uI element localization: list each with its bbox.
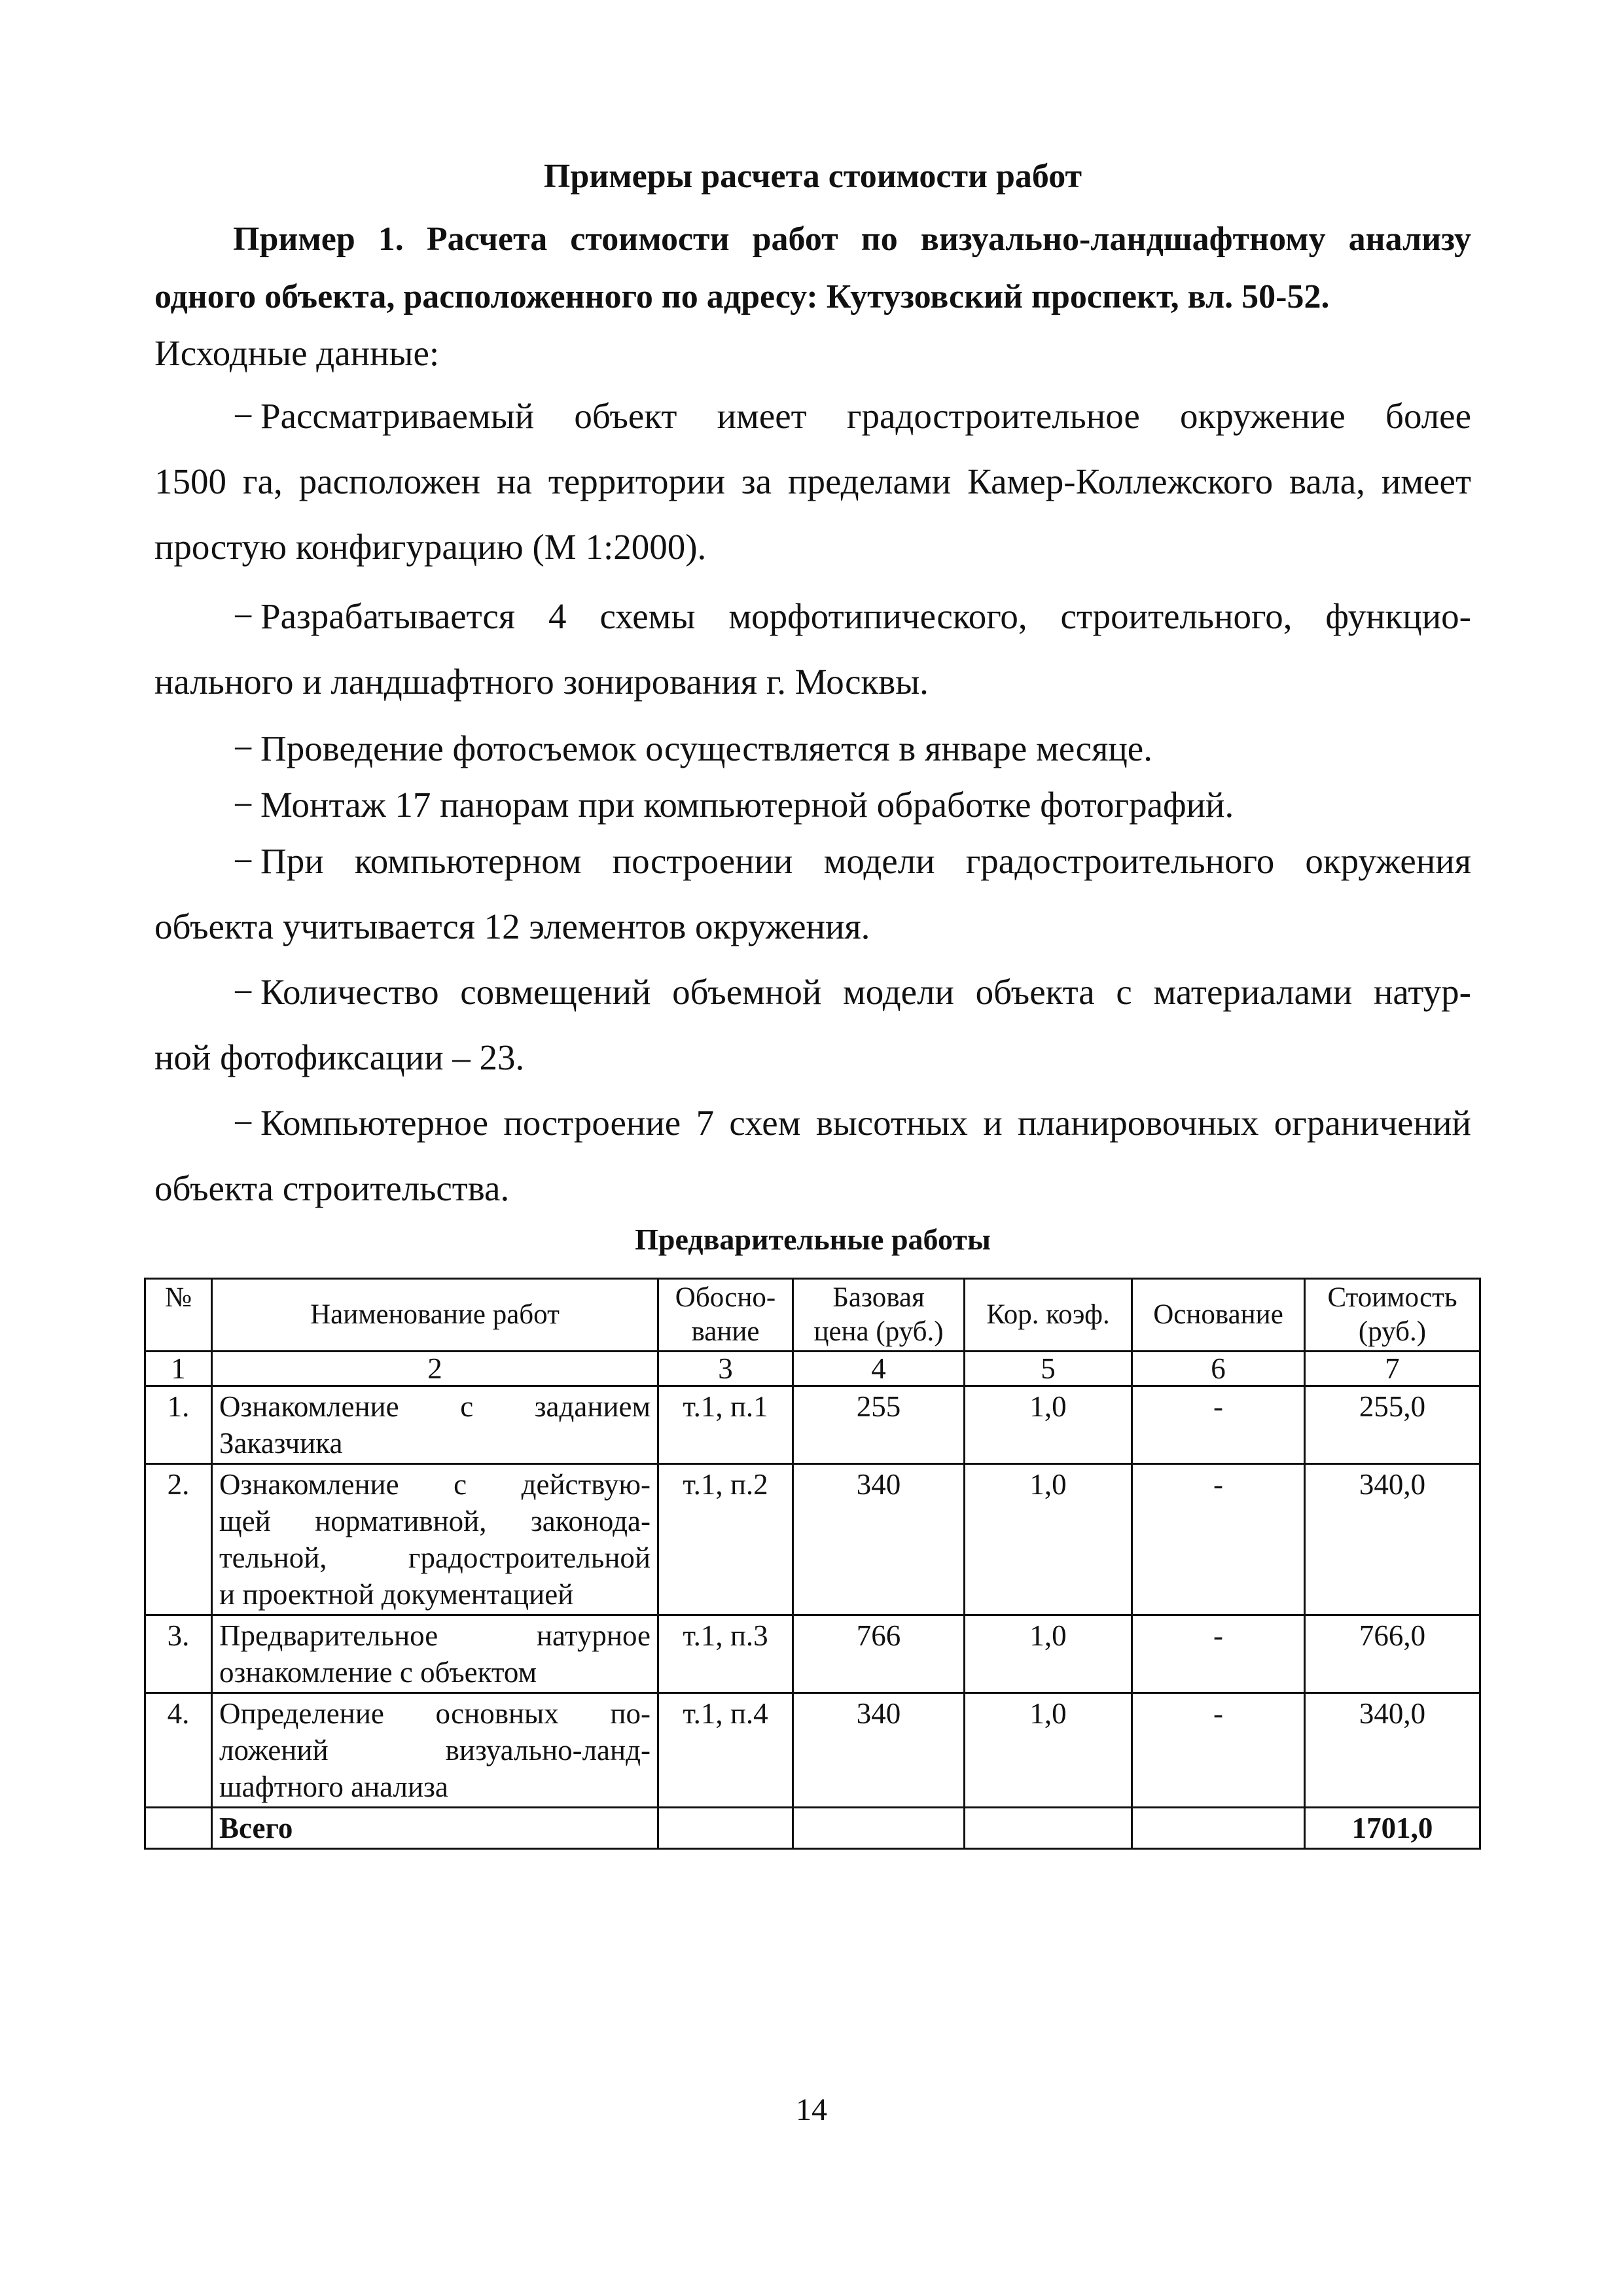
row-price: 766 <box>793 1615 965 1693</box>
list-item <box>154 829 1471 960</box>
row-cost: 340,0 <box>1305 1693 1480 1808</box>
dash-glyph: − <box>233 728 254 768</box>
row-coef: 1,0 <box>965 1615 1132 1693</box>
example-title-line-1: Пример 1. Расчета стоимости работ по визуально-ландшафтному анализу <box>233 221 1471 258</box>
list-item-line: нального и ландшафтного зонирования г. Москвы. <box>154 662 929 702</box>
row-name: Ознакомление с действую- щей нормативной, законода- тельной, градостроительной и проектной документацией <box>212 1464 658 1615</box>
total-label: Всего <box>212 1808 658 1849</box>
row-num: 4. <box>145 1693 212 1808</box>
example-title-line-2: одного объекта, расположенного по адресу: Кутузовский проспект, вл. 50-52. <box>154 278 1330 315</box>
total-empty-cell <box>965 1808 1132 1849</box>
works-table <box>144 1278 1481 1850</box>
row-ground: - <box>1132 1693 1305 1808</box>
table-title: Предварительные работы <box>635 1223 991 1256</box>
list-item <box>154 716 1471 781</box>
dash-glyph: − <box>233 1103 254 1143</box>
row-coef: 1,0 <box>965 1386 1132 1464</box>
total-empty-cell <box>793 1808 965 1849</box>
list-item-line: − Разрабатывается 4 схемы морфотипического, строительного, функцио- <box>154 584 1471 649</box>
row-cost: 340,0 <box>1305 1464 1480 1615</box>
list-item <box>154 1090 1471 1221</box>
table-row <box>145 1615 1480 1693</box>
dash-glyph: − <box>233 396 254 436</box>
list-item-line: − Монтаж 17 панорам при компьютерной обработке фотографий. <box>154 772 1471 838</box>
list-item <box>154 960 1471 1090</box>
dash-glyph: − <box>233 596 254 636</box>
table-total-row <box>145 1808 1480 1849</box>
column-number: 6 <box>1132 1352 1305 1386</box>
row-name: Определение основных по- ложений визуально-ланд- шафтного анализа <box>212 1693 658 1808</box>
total-empty-cell <box>1132 1808 1305 1849</box>
list-item-line: ной фотофиксации – 23. <box>154 1037 525 1077</box>
header-cost: Стоимость (руб.) <box>1305 1279 1480 1352</box>
list-item-line: простую конфигурацию (М 1:2000). <box>154 527 707 567</box>
total-empty-cell <box>145 1808 212 1849</box>
list-item <box>154 772 1471 838</box>
row-coef: 1,0 <box>965 1464 1132 1615</box>
list-item-line: − Рассматриваемый объект имеет градостроительное окружение более <box>154 384 1471 449</box>
row-price: 340 <box>793 1464 965 1615</box>
row-cost: 255,0 <box>1305 1386 1480 1464</box>
section-heading: Примеры расчета стоимости работ <box>543 158 1082 195</box>
column-number: 4 <box>793 1352 965 1386</box>
dash-glyph: − <box>233 841 254 881</box>
column-numbers-row <box>145 1352 1480 1386</box>
row-basis: т.1, п.4 <box>658 1693 793 1808</box>
row-price: 255 <box>793 1386 965 1464</box>
list-item-line: − При компьютерном построении модели градостроительного окружения <box>154 829 1471 894</box>
list-item-line: объекта строительства. <box>154 1168 510 1208</box>
row-num: 1. <box>145 1386 212 1464</box>
row-price: 340 <box>793 1693 965 1808</box>
row-ground: - <box>1132 1615 1305 1693</box>
table-header-row <box>145 1279 1480 1352</box>
page-number: 14 <box>796 2092 827 2127</box>
header-base-price: Базовая цена (руб.) <box>793 1279 965 1352</box>
header-basis: Обосно- вание <box>658 1279 793 1352</box>
row-ground: - <box>1132 1464 1305 1615</box>
row-coef: 1,0 <box>965 1693 1132 1808</box>
list-item-line: 1500 га, расположен на территории за пределами Камер-Коллежского вала, имеет <box>154 461 1471 501</box>
list-item <box>154 584 1471 715</box>
row-ground: - <box>1132 1386 1305 1464</box>
example-title <box>154 211 1471 326</box>
total-value: 1701,0 <box>1305 1808 1480 1849</box>
row-cost: 766,0 <box>1305 1615 1480 1693</box>
header-coef: Кор. коэф. <box>965 1279 1132 1352</box>
column-number: 2 <box>212 1352 658 1386</box>
row-basis: т.1, п.3 <box>658 1615 793 1693</box>
table-row <box>145 1693 1480 1808</box>
total-empty-cell <box>658 1808 793 1849</box>
list-item-line: − Количество совмещений объемной модели объекта с материалами натур- <box>154 960 1471 1025</box>
dash-glyph: − <box>233 972 254 1012</box>
column-number: 3 <box>658 1352 793 1386</box>
list-item-line: − Компьютерное построение 7 схем высотных и планировочных ограничений <box>154 1090 1471 1156</box>
table-row <box>145 1464 1480 1615</box>
header-name: Наименование работ <box>212 1279 658 1352</box>
column-number: 1 <box>145 1352 212 1386</box>
row-basis: т.1, п.1 <box>658 1386 793 1464</box>
header-ground: Основание <box>1132 1279 1305 1352</box>
column-number: 7 <box>1305 1352 1480 1386</box>
row-name: Предварительное натурное ознакомление с объектом <box>212 1615 658 1693</box>
header-num: № <box>145 1279 212 1352</box>
list-item <box>154 384 1471 580</box>
column-number: 5 <box>965 1352 1132 1386</box>
table-row <box>145 1386 1480 1464</box>
row-num: 2. <box>145 1464 212 1615</box>
initial-data-label: Исходные данные: <box>154 333 440 373</box>
list-item-line: объекта учитывается 12 элементов окружения. <box>154 906 870 946</box>
dash-glyph: − <box>233 785 254 825</box>
list-item-line: − Проведение фотосъемок осуществляется в январе месяце. <box>154 716 1471 781</box>
row-num: 3. <box>145 1615 212 1693</box>
row-basis: т.1, п.2 <box>658 1464 793 1615</box>
row-name: Ознакомление с заданием Заказчика <box>212 1386 658 1464</box>
